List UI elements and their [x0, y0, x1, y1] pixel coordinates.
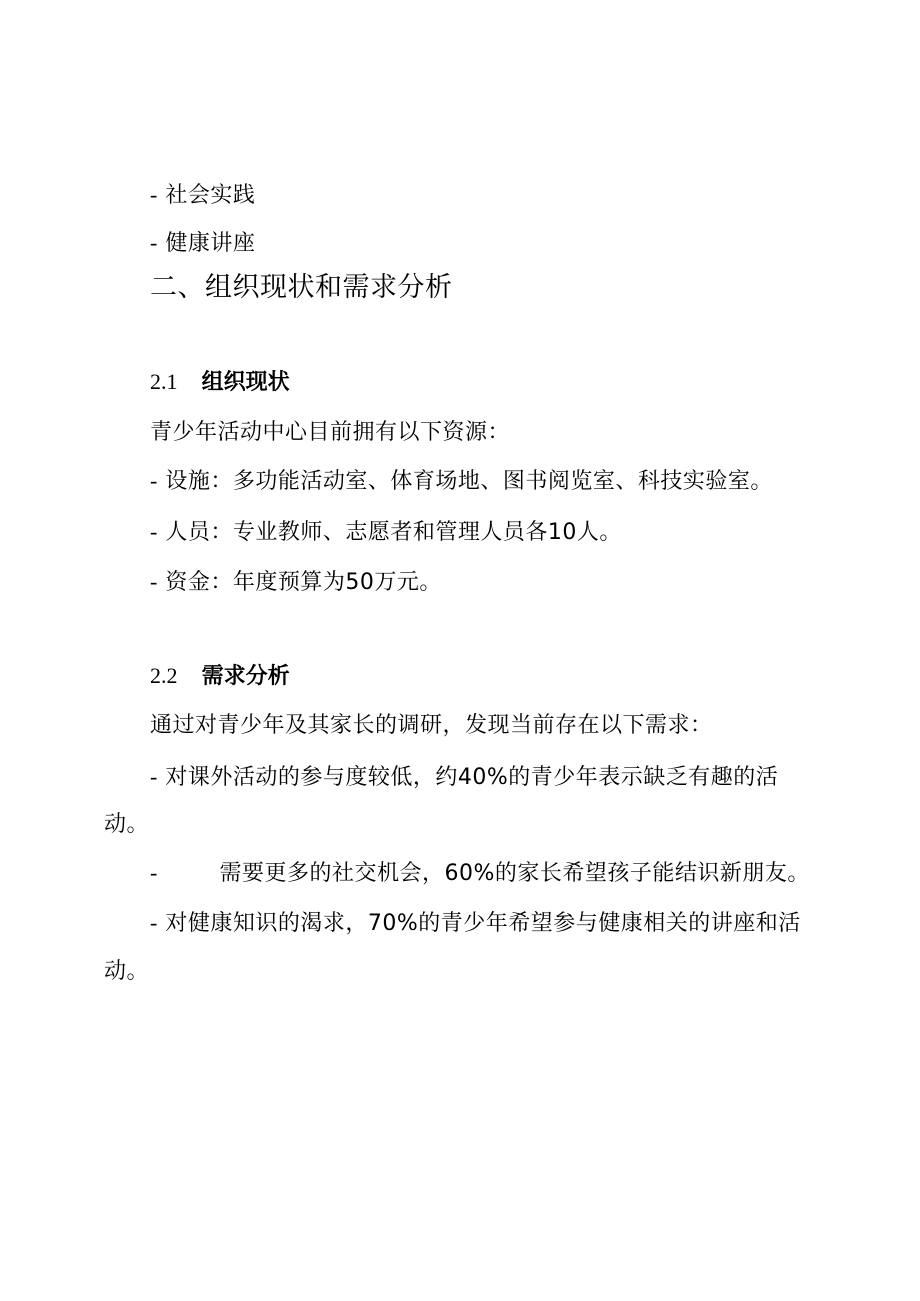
list-item [150, 180, 255, 211]
bullet-dash: - [150, 910, 158, 935]
list-item-continuation: 动。 [104, 959, 150, 984]
bullet-dash: - [150, 182, 158, 207]
subsection-title: 需求分析 [201, 664, 290, 689]
bullet-dash: - [150, 569, 158, 594]
subsection-title: 组织现状 [201, 370, 290, 395]
bullet-dash: - [150, 860, 158, 885]
list-item-continuation: 动。 [104, 812, 150, 837]
list-item-text: 对课外活动的参与度较低，约40%的青少年表示缺乏有趣的活 [165, 765, 779, 790]
paragraph: 青少年活动中心目前拥有以下资源： [150, 420, 511, 445]
section-heading: 二、组织现状和需求分析 [150, 272, 453, 303]
list-item-text: 资金：年度预算为50万元。 [165, 570, 442, 595]
subsection-number: 2.1 [150, 369, 178, 394]
list-item [150, 228, 255, 259]
list-item [150, 466, 773, 497]
list-item [150, 858, 810, 889]
list-item-text: 健康讲座 [165, 231, 256, 256]
bullet-dash: - [150, 764, 158, 789]
bullet-dash: - [150, 468, 158, 493]
subsection-number: 2.2 [150, 663, 178, 688]
list-item [150, 762, 778, 793]
list-item-text: 需要更多的社交机会，60%的家长希望孩子能结识新朋友。 [219, 861, 810, 886]
list-item [150, 567, 442, 598]
list-item-text: 人员：专业教师、志愿者和管理人员各10人。 [165, 520, 622, 545]
subsection-heading [150, 367, 290, 398]
list-item-text: 对健康知识的渴求，70%的青少年希望参与健康相关的讲座和活 [165, 911, 801, 936]
list-item [150, 517, 622, 548]
list-item-text: 社会实践 [165, 183, 256, 208]
list-item [150, 908, 801, 939]
bullet-dash: - [150, 519, 158, 544]
paragraph: 通过对青少年及其家长的调研，发现当前存在以下需求： [150, 713, 713, 738]
list-item-text: 设施：多功能活动室、体育场地、图书阅览室、科技实验室。 [165, 469, 773, 494]
bullet-dash: - [150, 230, 158, 255]
subsection-heading [150, 661, 290, 692]
